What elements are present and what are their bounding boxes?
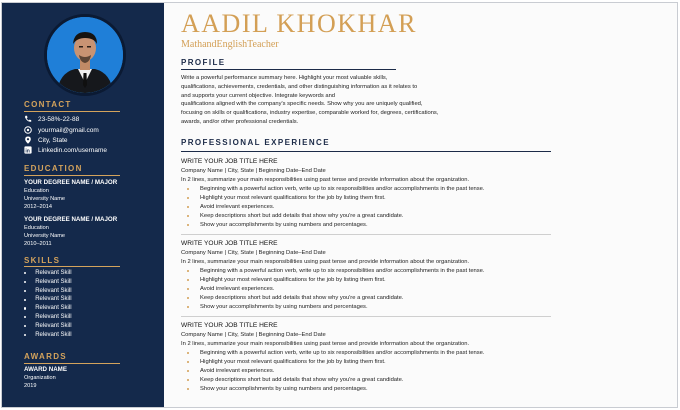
- job-bullet: Highlight your most relevant qualifications for the job by listing them first.: [181, 276, 551, 285]
- job-bullet: Highlight your most relevant qualifications for the job by listing them first.: [181, 194, 551, 203]
- contact-divider: [24, 111, 120, 112]
- job-summary: In 2 lines, summarize your main responsibilities using past tense and provide information about the organization.: [181, 341, 470, 347]
- contact-phone-text: 23-58%-22-88: [38, 115, 80, 123]
- education-divider: [24, 175, 120, 176]
- skill-label: Relevant Skill: [35, 270, 72, 276]
- main-content: [164, 3, 677, 407]
- profile-line: qualifications aligned with the company's specific needs. Show why you are uniquely qualified,: [181, 101, 423, 108]
- education-years: 2010–2011: [24, 241, 52, 247]
- job-bullet: Highlight your most relevant qualifications for the job by listing them first.: [181, 358, 551, 367]
- contact-linkedin-text: Linkedin.com/username: [38, 146, 108, 154]
- skill-item: [24, 322, 72, 331]
- experience-divider: [181, 151, 551, 152]
- job-entry: [181, 321, 551, 394]
- skill-label: Relevant Skill: [35, 305, 72, 312]
- skill-item: [24, 295, 72, 304]
- experience-heading: PROFESSIONAL EXPERIENCE: [181, 138, 330, 147]
- skill-label: Relevant Skill: [35, 331, 72, 338]
- profile-line: focusing on skills or qualifications, industry expertise, comparable worked for, degrees, certifications,: [181, 110, 439, 117]
- skill-item: [24, 269, 72, 278]
- award-year: 2019: [24, 383, 37, 389]
- contact-location-text: City, State: [38, 136, 68, 144]
- bullet-dot: [24, 299, 26, 301]
- job-bullet: Beginning with a powerful action verb, write up to six responsibilities and/or accomplishments in the past tense.: [181, 185, 551, 194]
- education-entry: [24, 216, 117, 248]
- skill-item: [24, 313, 72, 322]
- skill-label: Relevant Skill: [35, 287, 72, 294]
- job-bullet: Show your accomplishments by using numbers and percentages.: [181, 221, 551, 230]
- candidate-name: AADIL KHOKHAR: [181, 9, 417, 38]
- bullet-dot: [24, 281, 26, 283]
- job-company-line: Company Name | City, State | Beginning Date–End Date: [181, 168, 326, 174]
- profile-line: awards, and/or other professional credentials.: [181, 118, 299, 125]
- job-entry: [181, 239, 551, 312]
- education-entry: [24, 179, 117, 211]
- bullet-dot: [24, 272, 26, 274]
- contact-linkedin: [24, 145, 107, 155]
- avatar: [44, 14, 126, 96]
- job-summary: In 2 lines, summarize your main responsibilities using past tense and provide information about the organization.: [181, 177, 470, 183]
- profile-line: Write a powerful performance summary here. Highlight your most valuable skills,: [181, 75, 388, 81]
- education-field: Education: [24, 188, 49, 194]
- skill-item: [24, 287, 72, 296]
- job-title: WRITE YOUR JOB TITLE HERE: [181, 322, 278, 329]
- skill-item: [24, 278, 72, 287]
- contact-heading: CONTACT: [24, 100, 72, 109]
- education-years: 2012–2014: [24, 204, 52, 210]
- skill-item: [24, 304, 72, 313]
- awards-heading: AWARDS: [24, 352, 67, 361]
- job-company-line: Company Name | City, State | Beginning Date–End Date: [181, 332, 326, 338]
- job-bullet: Show your accomplishments by using numbers and percentages.: [181, 303, 551, 312]
- job-bullet: Keep descriptions short but add details that show why you're a great candidate.: [181, 212, 551, 221]
- education-heading: EDUCATION: [24, 164, 83, 173]
- education-university: University Name: [24, 233, 66, 239]
- contact-email-text: yourmail@gmail.com: [38, 126, 99, 134]
- profile-divider: [181, 69, 396, 70]
- job-company-line: Company Name | City, State | Beginning Date–End Date: [181, 250, 326, 256]
- svg-text:in: in: [25, 148, 30, 154]
- job-bullet: Avoid irrelevant experiences.: [181, 367, 551, 376]
- award-name: AWARD NAME: [24, 366, 67, 373]
- education-field: Education: [24, 225, 49, 231]
- skill-item: [24, 331, 72, 340]
- bullet-dot: [24, 334, 26, 336]
- profile-photo: [47, 17, 123, 93]
- award-organization: Organization: [24, 375, 56, 381]
- candidate-role: MathandEnglishTeacher: [181, 39, 279, 50]
- bullet-dot: [24, 325, 26, 327]
- contact-email: [24, 125, 99, 135]
- profile-line: and supports your current objective. Integrate keywords and: [181, 92, 336, 99]
- job-bullet: Avoid irrelevant experiences.: [181, 203, 551, 212]
- sidebar: [2, 3, 164, 407]
- education-degree: YOUR DEGREE NAME / MAJOR: [24, 216, 118, 223]
- award-entry: [24, 366, 67, 390]
- job-divider: [181, 316, 551, 317]
- skill-label: Relevant Skill: [35, 313, 72, 320]
- job-entry: [181, 157, 551, 230]
- resume-document: [1, 2, 678, 408]
- profile-line: qualifications, achievements, credentials, and other distinguishing information as it relates to: [181, 83, 418, 90]
- skill-label: Relevant Skill: [35, 322, 72, 329]
- job-bullet: Beginning with a powerful action verb, write up to six responsibilities and/or accomplishments in the past tense.: [181, 267, 551, 276]
- location-pin-icon: [24, 136, 32, 144]
- job-bullet: Beginning with a powerful action verb, write up to six responsibilities and/or accomplishments in the past tense.: [181, 349, 551, 358]
- email-icon: [24, 126, 32, 134]
- job-bullet: Avoid irrelevant experiences.: [181, 285, 551, 294]
- job-bullet: Keep descriptions short but add details that show why you're a great candidate.: [181, 294, 551, 303]
- contact-phone: [24, 114, 79, 124]
- skill-label: Relevant Skill: [35, 296, 72, 303]
- skills-divider: [24, 266, 120, 267]
- profile-heading: PROFILE: [181, 58, 226, 67]
- job-divider: [181, 234, 551, 235]
- contact-location: [24, 135, 68, 145]
- bullet-dot: [24, 316, 26, 318]
- phone-icon: [24, 115, 32, 123]
- awards-divider: [24, 363, 120, 364]
- job-summary: In 2 lines, summarize your main responsibilities using past tense and provide information about the organization.: [181, 259, 470, 265]
- education-degree: YOUR DEGREE NAME / MAJOR: [24, 179, 118, 186]
- linkedin-icon: [24, 146, 32, 154]
- job-title: WRITE YOUR JOB TITLE HERE: [181, 240, 278, 247]
- bullet-dot: [24, 307, 26, 309]
- job-bullet: Keep descriptions short but add details that show why you're a great candidate.: [181, 376, 551, 385]
- skill-label: Relevant Skill: [35, 278, 72, 285]
- job-title: WRITE YOUR JOB TITLE HERE: [181, 158, 278, 165]
- skills-heading: SKILLS: [24, 256, 61, 265]
- bullet-dot: [24, 290, 26, 292]
- profile-summary: [181, 74, 471, 127]
- education-university: University Name: [24, 196, 66, 202]
- job-bullet: Show your accomplishments by using numbers and percentages.: [181, 385, 551, 394]
- skills-list: [24, 269, 72, 339]
